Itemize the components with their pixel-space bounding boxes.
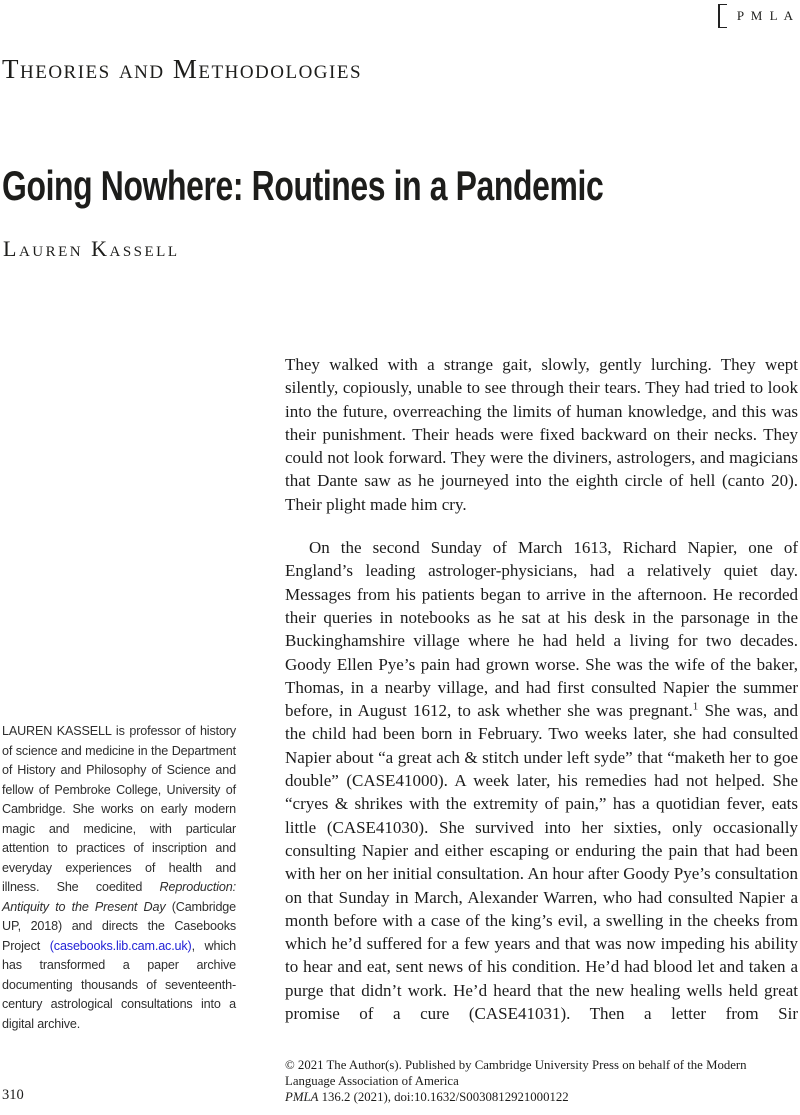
bio-text: (Cambridge UP, 2018) and directs the Casebooks Project: [2, 899, 236, 953]
citation-journal-name: PMLA: [285, 1089, 319, 1104]
copyright-notice: © 2021 The Author(s). Published by Cambridge University Press on behalf of the Modern Language Association of America: [285, 1058, 747, 1088]
bracket-icon: [718, 4, 727, 28]
citation: [285, 1090, 798, 1106]
author-name: Lauren Kassell: [3, 236, 180, 261]
journal-name: P M L A: [736, 8, 795, 23]
article-footer: [285, 1058, 798, 1105]
article-title: Going Nowhere: Routines in a Pandemic: [2, 162, 604, 210]
author-bio: [2, 722, 236, 1034]
bio-text: , which has transformed a paper archive documenting thousands of seventeenth-century astrological consultations into a digital archive.: [2, 938, 236, 1031]
casebooks-link[interactable]: (casebooks.lib.cam.ac.uk): [49, 938, 192, 953]
page-number: 310: [2, 1087, 24, 1103]
article-body: [285, 353, 798, 1025]
bio-book-title: Reproduction: Antiquity to the Present Day: [2, 880, 236, 914]
citation-details: 136.2 (2021), doi:10.1632/S0030812921000122: [318, 1089, 569, 1104]
paragraph-text: She was, and the child had been born in February. Two weeks later, she had consulted Napier about “a great ach & stitch under left syde” that “maketh her to goe double” (CASE41000). A week later, his remedies had not helped. She “cryes & shrikes with the extremity of pain,” has a quotidian fever, eats little (CASE41030). She survived into her sixties, only occasionally consulting Napier and either escaping or enduring the pain that had been with her on her initial consultation. An hour after Goody Pye’s consultation on that Sunday in March, Alexander Warren, who had consulted Napier a month before with a case of the king’s evil, a swelling in the cheeks from which he’d suffered for a few years and that was now impeding his ability to hear and eat, sent news of his condition. He’d had blood let and taken a purge that didn’t work. He’d heard that the new healing wells held great promise of a cure (CASE41031). Then a letter from Sir: [285, 701, 798, 1024]
bio-text: LAUREN KASSELL is professor of history of science and medicine in the Department of History and Philosophy of Science and fellow of Pembroke College, University of Cambridge. She works on early modern magic and medicine, with particular attention to practices of inscription and everyday experiences of health and illness. She coedited: [2, 724, 236, 894]
body-paragraph-2: [285, 536, 798, 1025]
journal-masthead: [718, 4, 795, 28]
footnote-reference-1[interactable]: 1: [692, 700, 699, 713]
body-paragraph-1: They walked with a strange gait, slowly, gently lurching. They wept silently, copiously, unable to see through their tears. They had tried to look into the future, overreaching the limits of human knowledge, and this was their punishment. Their heads were fixed backward on their necks. They could not look forward. They were the diviners, astrologers, and magicians that Dante saw as he journeyed into the eighth circle of hell (canto 20). Their plight made him cry.: [285, 355, 798, 514]
paragraph-text: On the second Sunday of March 1613, Richard Napier, one of England’s leading astrologer-physicians, had a relatively quiet day. Messages from his patients began to arrive in the afternoon. He recorded their queries in notebooks as he sat at his desk in the parsonage in the Buckinghamshire village where he had held a living for two decades. Goody Ellen Pye’s pain had grown worse. She was the wife of the baker, Thomas, in a nearby village, and had first consulted Napier the summer before, in August 1612, to ask whether she was pregnant.: [285, 538, 798, 721]
section-label: Theories and Methodologies: [2, 54, 363, 84]
